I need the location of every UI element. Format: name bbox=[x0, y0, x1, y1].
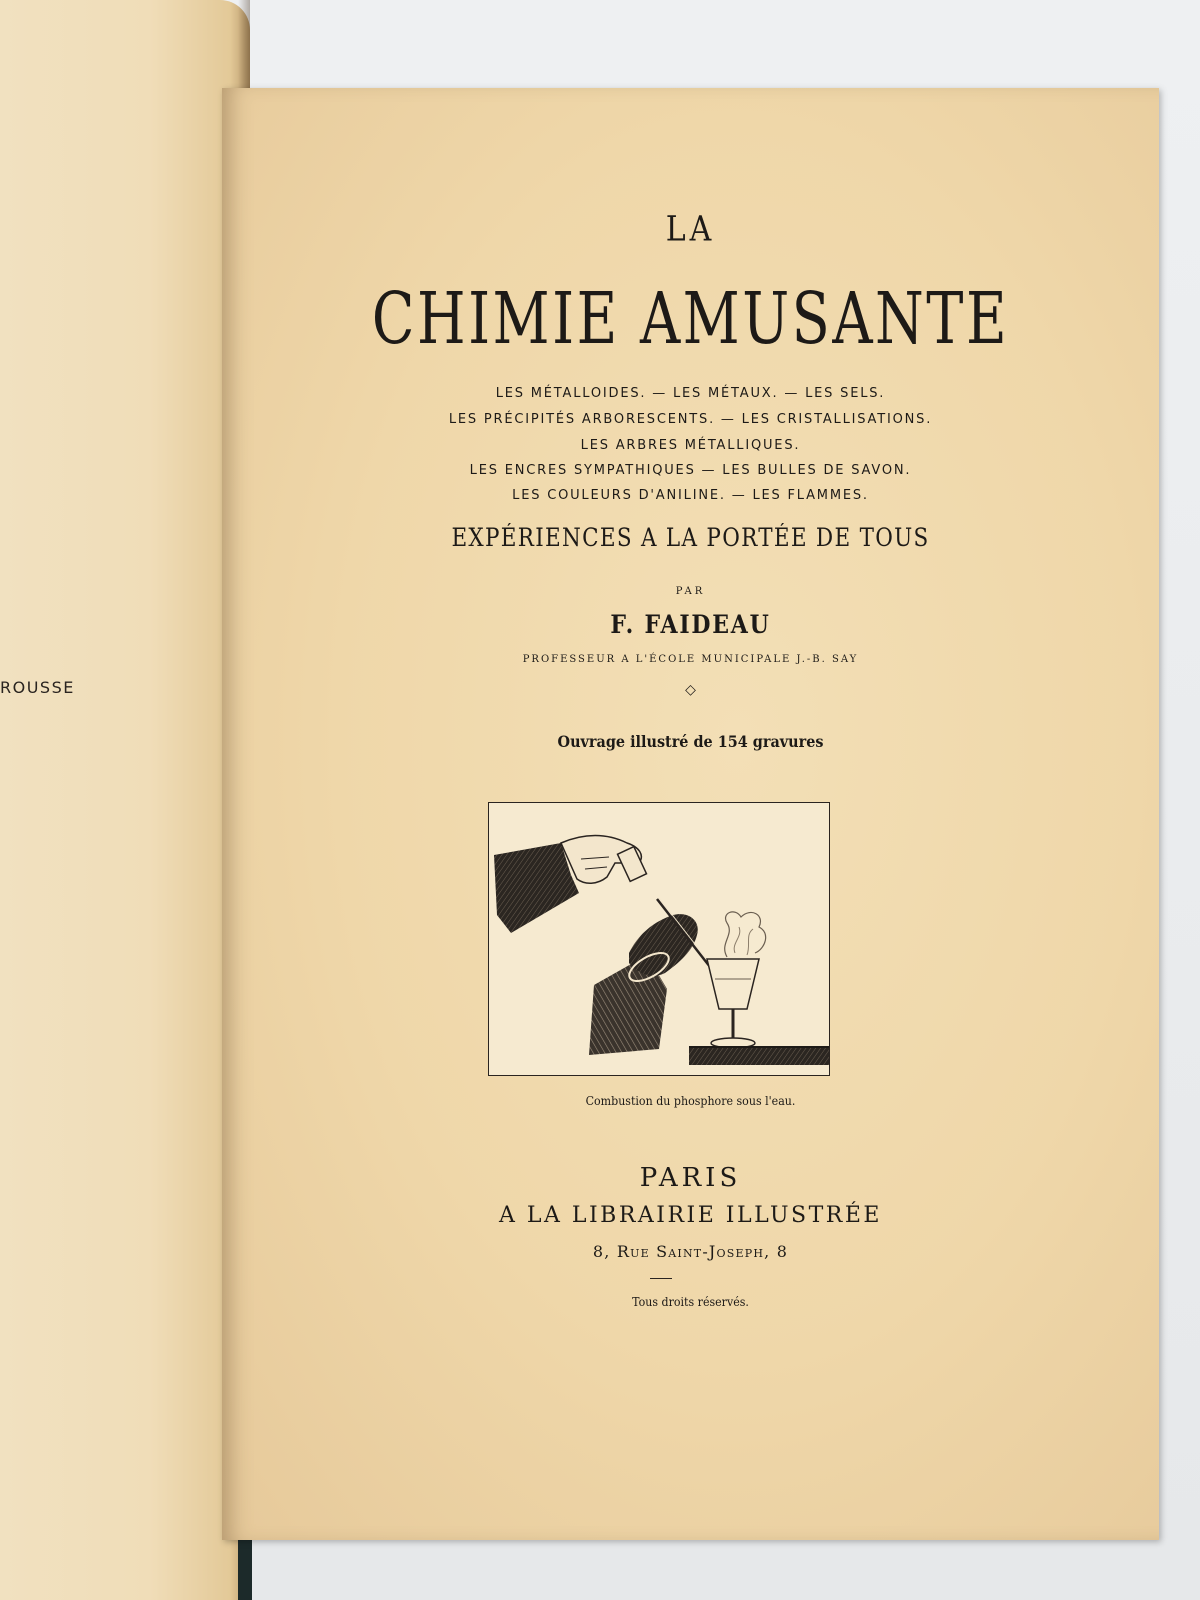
rights-notice: Tous droits réservés. bbox=[632, 1295, 749, 1309]
subtitle-line: LES COULEURS D'ANILINE. — LES FLAMMES. bbox=[512, 488, 869, 503]
by-label: PAR bbox=[675, 586, 706, 597]
publisher-address bbox=[222, 1242, 1159, 1261]
publication-city: PARIS bbox=[639, 1163, 742, 1193]
engraving-hands-phosphorus-icon bbox=[489, 803, 829, 1075]
subtitle-line: LES ARBRES MÉTALLIQUES. bbox=[580, 438, 801, 453]
address-street: Rue Saint-Joseph, bbox=[616, 1242, 771, 1261]
illustration-note: Ouvrage illustré de 154 gravures bbox=[557, 732, 824, 751]
subtitle-line: LES ENCRES SYMPATHIQUES — LES BULLES DE SAVON. bbox=[469, 463, 912, 478]
title-page bbox=[222, 88, 1159, 1540]
title-page-content bbox=[222, 88, 1159, 1540]
address-number-end: 8 bbox=[776, 1242, 789, 1261]
ornament-icon: ◇ bbox=[685, 682, 696, 698]
divider-rule bbox=[650, 1278, 672, 1279]
subtitle-line: LES MÉTALLOIDES. — LES MÉTAUX. — LES SELS. bbox=[495, 386, 886, 401]
engraving-illustration bbox=[488, 802, 830, 1076]
pre-title: LA bbox=[665, 209, 716, 250]
subtitle-line: LES PRÉCIPITÉS ARBORESCENTS. — LES CRISTALLISATIONS. bbox=[448, 412, 933, 427]
address-number: 8, bbox=[592, 1242, 611, 1261]
tagline: EXPÉRIENCES A LA PORTÉE DE TOUS bbox=[451, 523, 930, 552]
figure-caption: Combustion du phosphore sous l'eau. bbox=[585, 1094, 796, 1108]
author-affiliation: PROFESSEUR A L'ÉCOLE MUNICIPALE J.-B. SAY bbox=[522, 654, 859, 665]
book-cover-bottom bbox=[238, 1540, 252, 1600]
left-page bbox=[0, 0, 250, 1600]
left-page-text-fragment: ROUSSE bbox=[0, 678, 75, 697]
publisher-name: A LA LIBRAIRIE ILLUSTRÉE bbox=[499, 1203, 882, 1228]
author-name: F. FAIDEAU bbox=[610, 610, 771, 639]
book-title: CHIMIE AMUSANTE bbox=[371, 278, 1010, 361]
